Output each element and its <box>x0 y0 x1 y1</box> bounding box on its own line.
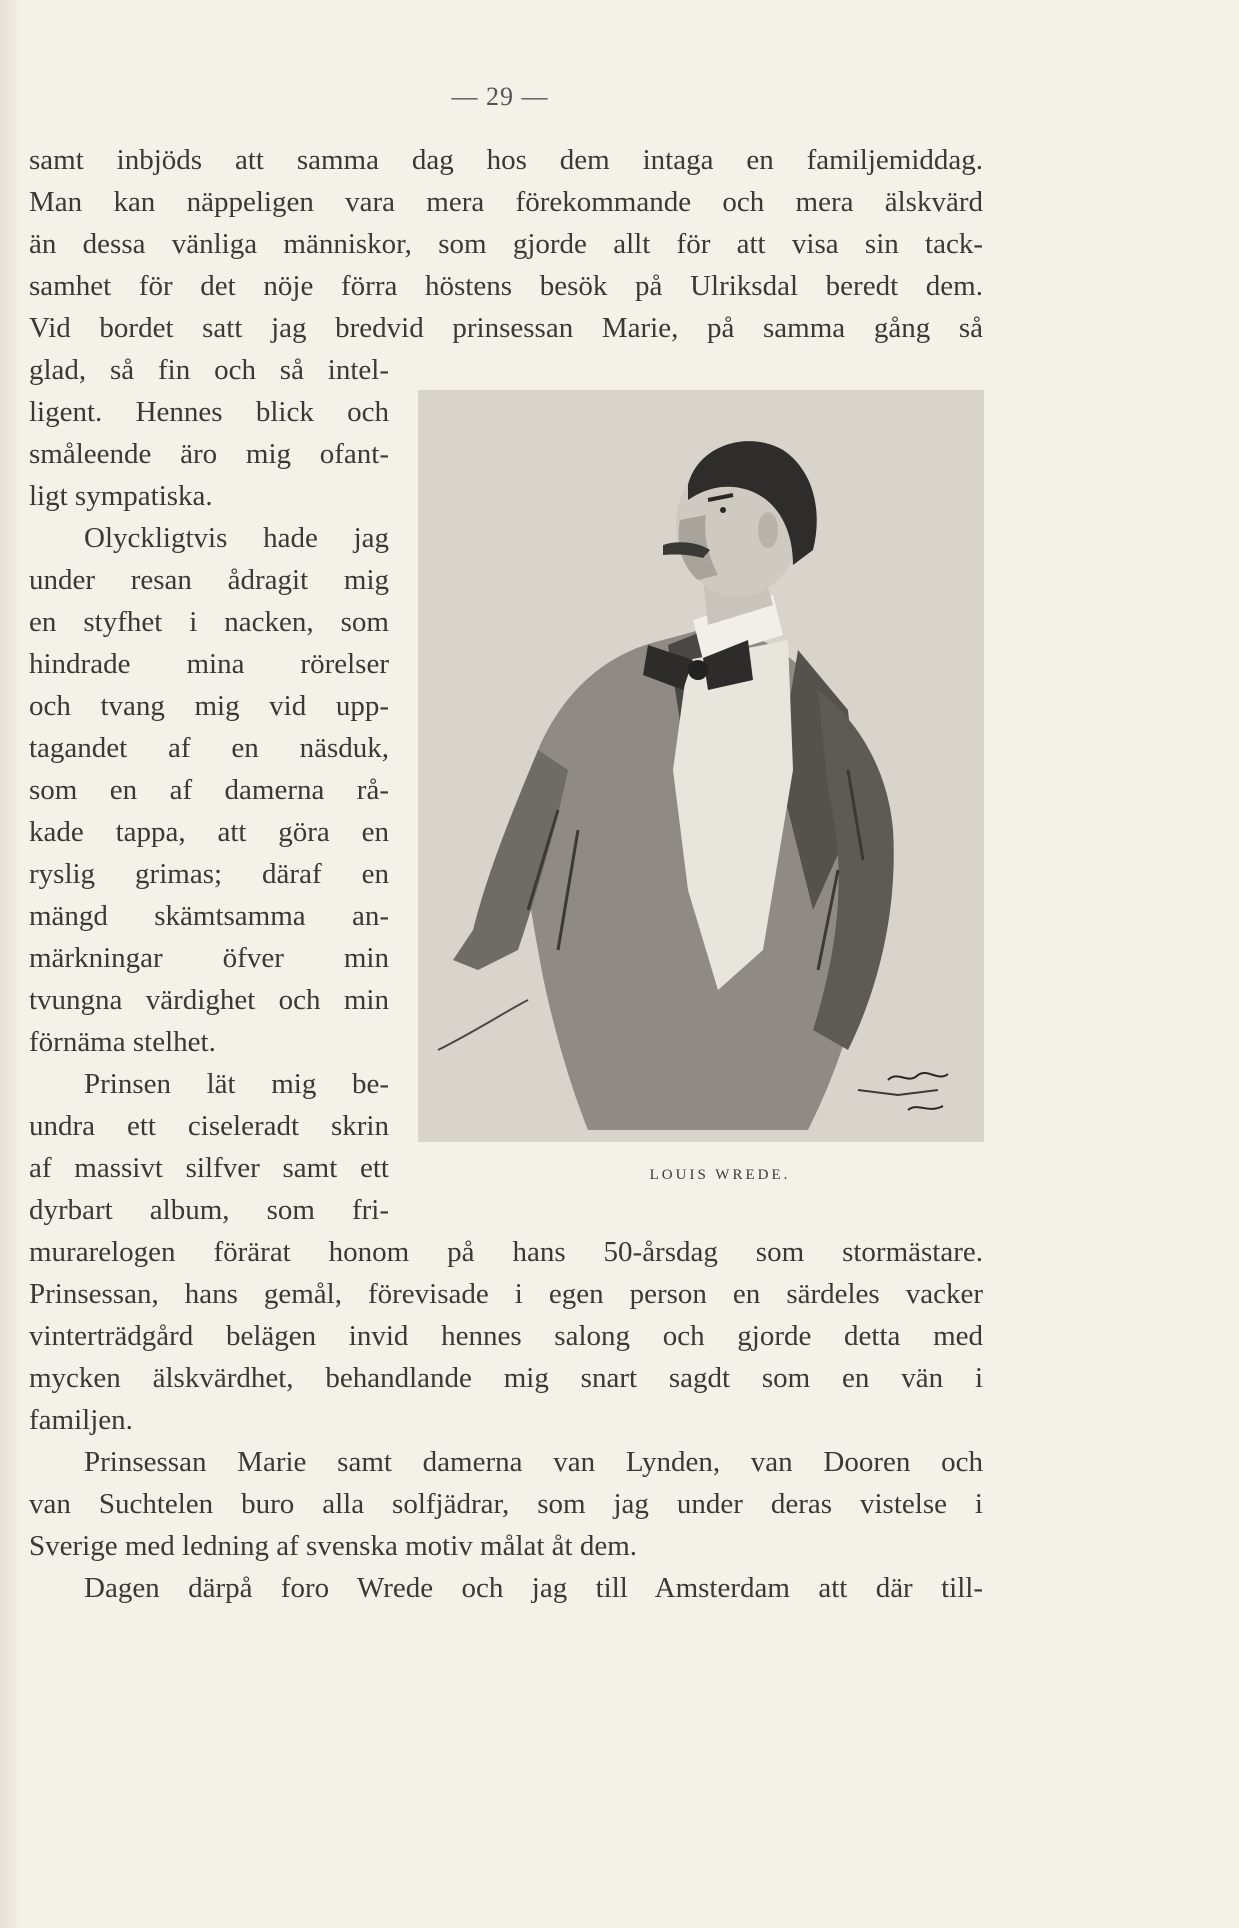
text-line: ligent. Hennes blick och <box>29 396 389 428</box>
text-line: Prinsen lät mig be- <box>84 1068 389 1100</box>
text-line: kade tappa, att göra en <box>29 816 389 848</box>
text-line: Dagen därpå foro Wrede och jag till Amsterdam att där till- <box>84 1572 983 1604</box>
text-line: Prinsessan, hans gemål, förevisade i egen person en särdeles vacker <box>29 1278 983 1310</box>
text-line: Vid bordet satt jag bredvid prinsessan Marie, på samma gång så <box>29 312 983 344</box>
text-line: en styfhet i nacken, som <box>29 606 389 638</box>
text-line: samt inbjöds att samma dag hos dem intaga en familjemiddag. <box>29 144 983 176</box>
text-line: märkningar öfver min <box>29 942 389 974</box>
text-line: vinterträdgård belägen invid hennes salong och gjorde detta med <box>29 1320 983 1352</box>
portrait-sketch <box>418 390 984 1142</box>
text-line: Sverige med ledning af svenska motiv målat åt dem. <box>29 1530 638 1562</box>
text-line: Man kan näppeligen vara mera förekommande och mera älskvärd <box>29 186 983 218</box>
text-line: tvungna värdighet och min <box>29 984 389 1016</box>
text-line: familjen. <box>29 1404 133 1436</box>
figure-caption: LOUIS WREDE. <box>649 1167 791 1183</box>
text-line: samhet för det nöje förra höstens besök på Ulriksdal beredt dem. <box>29 270 983 302</box>
portrait-illustration <box>418 390 984 1142</box>
text-line: undra ett ciseleradt skrin <box>29 1110 389 1142</box>
text-line: dyrbart album, som fri- <box>29 1194 389 1226</box>
page-edge-shadow <box>0 0 22 1928</box>
text-line: mängd skämtsamma an- <box>29 900 389 932</box>
text-line: förnäma stelhet. <box>29 1026 216 1058</box>
text-line: under resan ådragit mig <box>29 564 389 596</box>
text-line: ryslig grimas; däraf en <box>29 858 389 890</box>
page-number: — 29 — <box>451 82 549 111</box>
text-line: murarelogen förärat honom på hans 50-årsdag som stormästare. <box>29 1236 983 1268</box>
text-line: af massivt silfver samt ett <box>29 1152 389 1184</box>
text-line: Olyckligtvis hade jag <box>84 522 389 554</box>
text-line: glad, så fin och så intel- <box>29 354 389 386</box>
text-line: van Suchtelen buro alla solfjädrar, som jag under deras vistelse i <box>29 1488 983 1520</box>
text-line: och tvang mig vid upp- <box>29 690 389 722</box>
text-line: Prinsessan Marie samt damerna van Lynden, van Dooren och <box>84 1446 983 1478</box>
text-line: mycken älskvärdhet, behandlande mig snart sagdt som en vän i <box>29 1362 983 1394</box>
text-line: tagandet af en näsduk, <box>29 732 389 764</box>
text-line: än dessa vänliga människor, som gjorde allt för att visa sin tack- <box>29 228 983 260</box>
text-line: hindrade mina rörelser <box>29 648 389 680</box>
text-line: ligt sympatiska. <box>29 480 213 512</box>
text-line: småleende äro mig ofant- <box>29 438 389 470</box>
text-line: som en af damerna rå- <box>29 774 389 806</box>
